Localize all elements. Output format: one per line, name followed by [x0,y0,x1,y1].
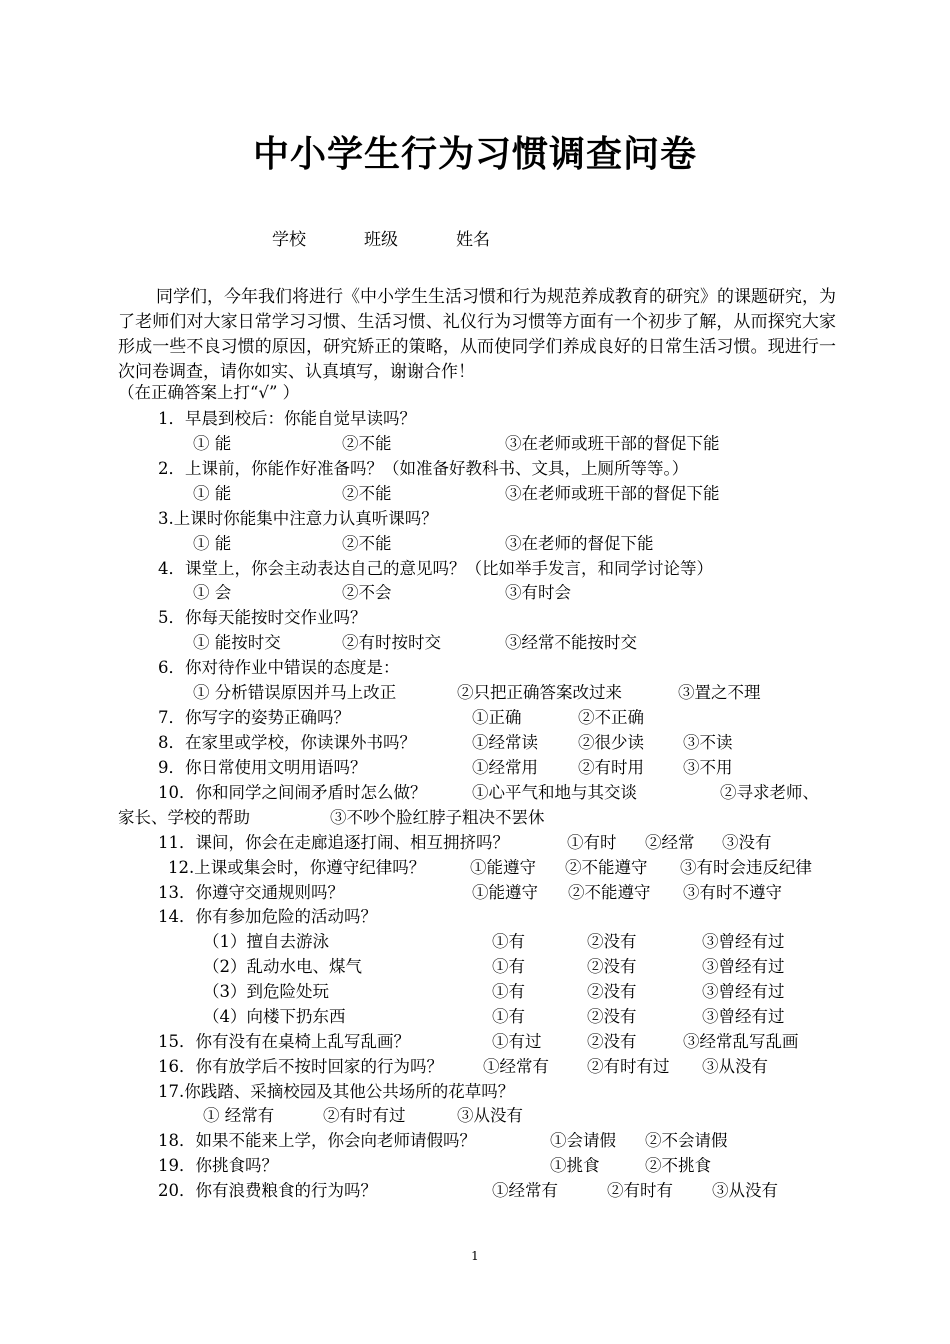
answer-option[interactable]: ①正确 [472,708,522,727]
answer-option[interactable]: ②没有 [587,982,637,1001]
question-text: 13．你遵守交通规则吗？ [158,883,344,902]
answer-option[interactable]: ③曾经有过 [702,1007,785,1026]
answer-option[interactable]: ③在老师的督促下能 [505,534,654,553]
answer-option[interactable]: ③曾经有过 [702,982,785,1001]
question-text: 16．你有放学后不按时回家的行为吗？ [158,1057,443,1076]
answer-option[interactable]: ①挑食 [550,1156,600,1175]
answer-option[interactable]: ②有时有过 [587,1057,670,1076]
answer-option[interactable]: ①经常用 [472,758,538,777]
question-text: 7．你写字的姿势正确吗？ [158,708,350,727]
answer-option[interactable]: ①能遵守 [472,883,538,902]
answer-option[interactable]: ①有过 [492,1032,542,1051]
answer-option[interactable]: ②不能 [342,534,392,553]
question-text: ① 能按时交 [193,633,281,652]
question-text: 8．在家里或学校，你读课外书吗？ [158,733,416,752]
question-text: 家长、学校的帮助 [118,808,250,827]
answer-option[interactable]: ②没有 [587,932,637,951]
answer-option[interactable]: ③有时会违反纪律 [680,858,812,877]
answer-option[interactable]: ②有时有过 [323,1106,406,1125]
question-text: 2．上课前，你能作好准备吗？（如准备好教科书、文具，上厕所等等。） [158,459,689,478]
answer-option[interactable]: ②有时按时交 [342,633,441,652]
answer-option[interactable]: ②有时有 [607,1181,673,1200]
answer-option[interactable]: ①有 [492,982,525,1001]
answer-option[interactable]: ③从没有 [712,1181,778,1200]
answer-option[interactable]: ②不挑食 [645,1156,711,1175]
answer-option[interactable]: ②不能遵守 [568,883,651,902]
answer-option[interactable]: ②没有 [587,1007,637,1026]
answer-option[interactable]: ③不读 [683,733,733,752]
question-text: （4）向楼下扔东西 [203,1007,346,1026]
answer-option[interactable]: ①有 [492,1007,525,1026]
question-text: ① 会 [193,583,232,602]
answer-option[interactable]: ①能遵守 [470,858,536,877]
answer-option[interactable]: ②没有 [587,1032,637,1051]
answer-option[interactable]: ①经常读 [472,733,538,752]
answer-option[interactable]: ②不能遵守 [565,858,648,877]
answer-option[interactable]: ③没有 [722,833,772,852]
answer-option[interactable]: ②经常 [645,833,695,852]
intro-paragraph: 同学们，今年我们将进行《中小学生生活习惯和行为规范养成教育的研究》的课题研究，为了老师们对大家日常学习习惯、生活习惯、礼仪行为习惯等方面有一个初步了解，从而探究大家形成一些不良习惯的原因，研究矫正的策略，从而使同学们养成良好的日常生活习惯。现进行一次问卷调查，请你如实、认真填写，谢谢合作！ [118,287,836,382]
answer-option[interactable]: ③置之不理 [678,683,761,702]
school-field-label: 学校 [272,230,306,250]
answer-option[interactable]: ②不能 [342,434,392,453]
question-text: 15．你有没有在桌椅上乱写乱画？ [158,1032,410,1051]
question-text: 11．课间，你会在走廊追逐打闹、相互拥挤吗？ [158,833,509,852]
question-text: 3.上课时你能集中注意力认真听课吗？ [158,509,438,528]
name-field-label: 姓名 [456,230,490,250]
question-text: 12.上课或集会时，你遵守纪律吗？ [168,858,426,877]
question-text: 19．你挑食吗？ [158,1156,278,1175]
answer-option[interactable]: ①有 [492,957,525,976]
question-text: 18．如果不能来上学，你会向老师请假吗？ [158,1131,476,1150]
answer-option[interactable]: ③不用 [683,758,733,777]
instruction-text: （在正确答案上打“√” ） [118,383,300,402]
answer-option[interactable]: ③有时会 [505,583,571,602]
answer-option[interactable]: ②寻求老师、 [720,783,819,802]
question-text: ① 经常有 [203,1106,275,1125]
question-text: ① 能 [193,484,232,503]
info-fields [272,225,548,250]
answer-option[interactable]: ①有时 [567,833,617,852]
answer-option[interactable]: ②没有 [587,957,637,976]
answer-option[interactable]: ③从没有 [702,1057,768,1076]
answer-option[interactable]: ①经常有 [492,1181,558,1200]
class-field-label: 班级 [364,230,398,250]
question-text: 9．你日常使用文明用语吗？ [158,758,367,777]
question-text: 6．你对待作业中错误的态度是： [158,658,400,677]
answer-option[interactable]: ③不吵个脸红脖子粗决不罢休 [330,808,545,827]
question-text: ① 分析错误原因并马上改正 [193,683,397,702]
answer-option[interactable]: ①心平气和地与其交谈 [472,783,637,802]
answer-option[interactable]: ②不正确 [578,708,644,727]
answer-option[interactable]: ③从没有 [457,1106,523,1125]
answer-option[interactable]: ③经常不能按时交 [505,633,637,652]
answer-option[interactable]: ②有时用 [578,758,644,777]
answer-option[interactable]: ③曾经有过 [702,932,785,951]
question-text: 10．你和同学之间闹矛盾时怎么做？ [158,783,427,802]
answer-option[interactable]: ③在老师或班干部的督促下能 [505,434,720,453]
page-title: 中小学生行为习惯调查问卷 [252,134,697,175]
answer-option[interactable]: ③经常乱写乱画 [683,1032,799,1051]
question-text: 4．课堂上，你会主动表达自己的意见吗？（比如举手发言，和同学讨论等） [158,559,713,578]
question-text: ① 能 [193,434,232,453]
question-text: 17.你践踏、采摘校园及其他公共场所的花草吗？ [158,1082,515,1101]
question-text: （1）擅自去游泳 [203,932,329,951]
page-number: 1 [471,1249,479,1263]
question-text: 20．你有浪费粮食的行为吗？ [158,1181,377,1200]
answer-option[interactable]: ①有 [492,932,525,951]
question-text: （3）到危险处玩 [203,982,329,1001]
question-text: （2）乱动水电、煤气 [203,957,362,976]
question-text: 1．早晨到校后：你能自觉早读吗？ [158,409,416,428]
answer-option[interactable]: ②不会 [342,583,392,602]
question-text: ① 能 [193,534,232,553]
answer-option[interactable]: ③曾经有过 [702,957,785,976]
answer-option[interactable]: ①经常有 [483,1057,549,1076]
question-text: 14．你有参加危险的活动吗？ [158,907,377,926]
answer-option[interactable]: ③有时不遵守 [683,883,782,902]
answer-option[interactable]: ②很少读 [578,733,644,752]
answer-option[interactable]: ②只把正确答案改过来 [457,683,622,702]
question-text: 5．你每天能按时交作业吗？ [158,608,367,627]
answer-option[interactable]: ①会请假 [550,1131,616,1150]
answer-option[interactable]: ③在老师或班干部的督促下能 [505,484,720,503]
answer-option[interactable]: ②不会请假 [645,1131,728,1150]
answer-option[interactable]: ②不能 [342,484,392,503]
